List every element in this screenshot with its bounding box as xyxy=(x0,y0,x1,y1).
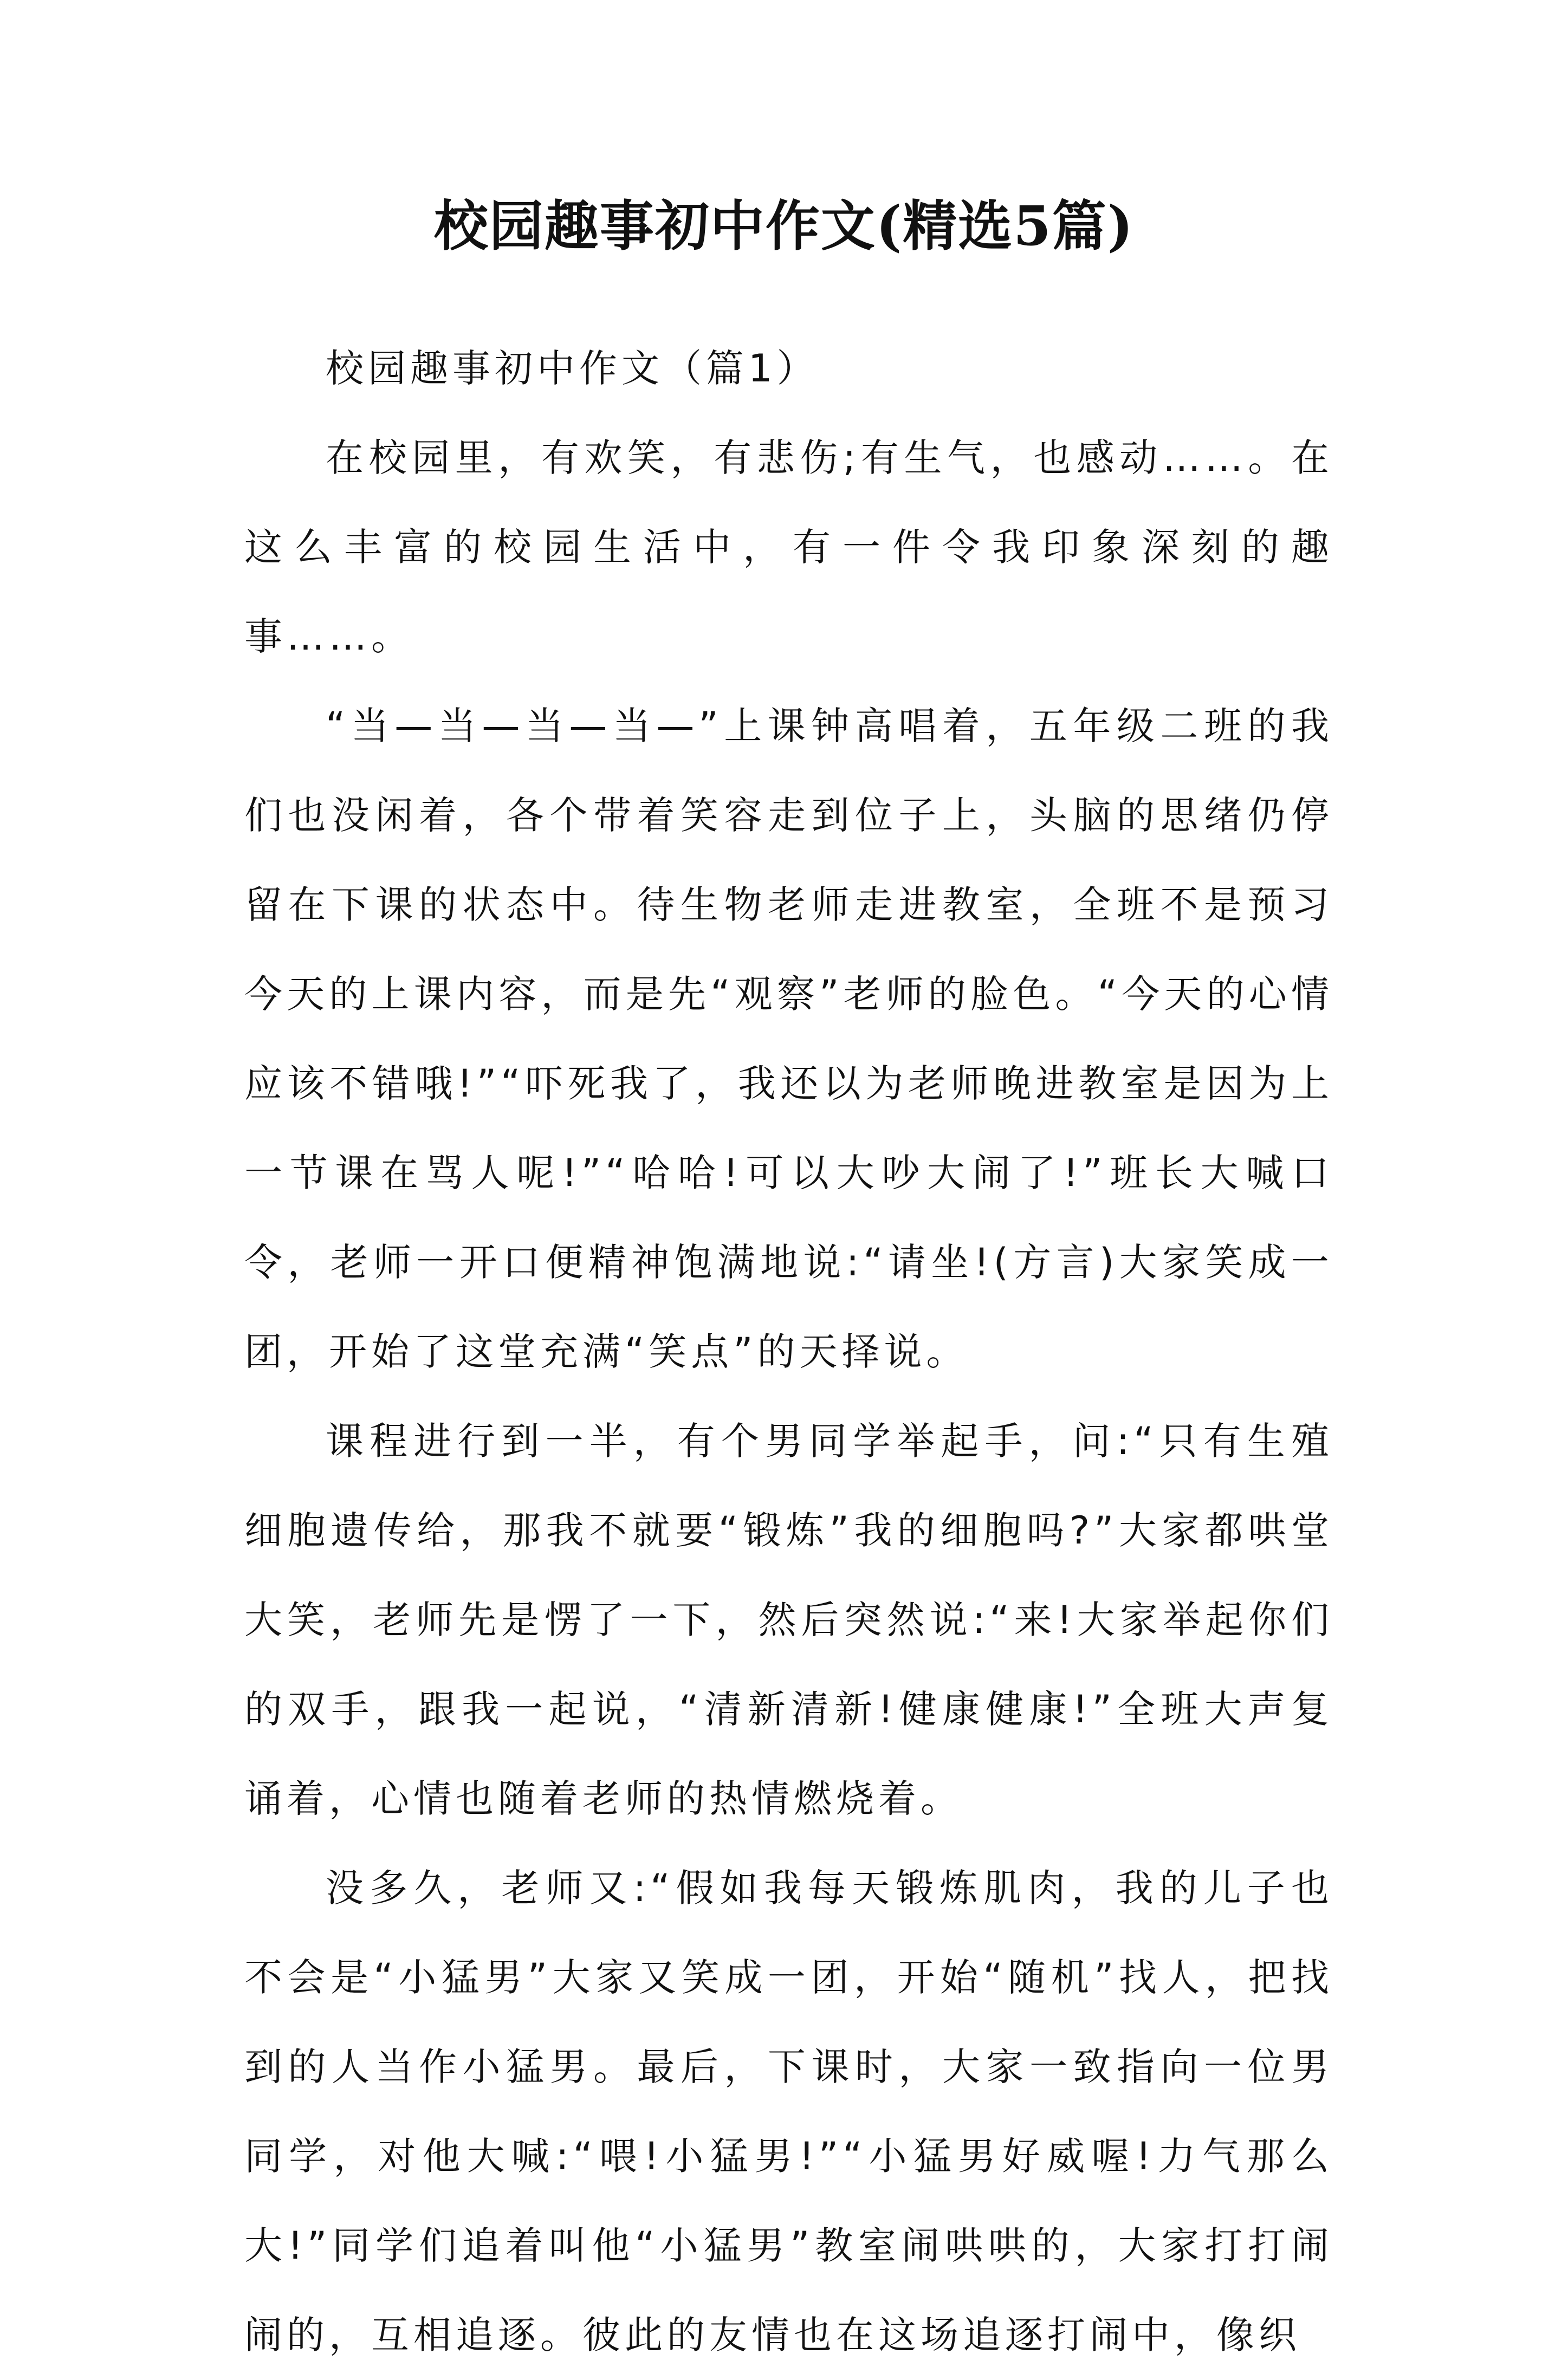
paragraph: 没多久，老师又:“假如我每天锻炼肌肉，我的儿子也不会是“小猛男”大家又笑成一团，开始“随机”找人，把找到的人当作小猛男。最后，下课时，大家一致指向一位男同学，对他大喊:“喂!小猛男!”“小猛男好威喔!力气那么大!”同学们追着叫他“小猛男”教室闹哄哄的，大家打打闹闹的，互相追逐。彼此的友情也在这场追逐打闹中，像织 xyxy=(244,1866,1333,2357)
document-title: 校园趣事初中作文(精选5篇) xyxy=(433,194,1135,258)
document-body xyxy=(244,324,1333,2380)
paragraph: 在校园里，有欢笑，有悲伤;有生气，也感动……。在这么丰富的校园生活中，有一件令我印象深刻的趣事……。 xyxy=(244,436,1333,659)
section-heading: 校园趣事初中作文（篇1） xyxy=(326,346,819,391)
paragraph: 课程进行到一半，有个男同学举起手，问:“只有生殖细胞遗传给，那我不就要“锻炼”我的细胞吗?”大家都哄堂大笑，老师先是愣了一下，然后突然说:“来!大家举起你们的双手，跟我一起说，“清新清新!健康健康!”全班大声复诵着，心情也随着老师的热情燃烧着。 xyxy=(244,1419,1333,1821)
paragraph: “当—当—当—当—”上课钟高唱着，五年级二班的我们也没闲着，各个带着笑容走到位子上，头脑的思绪仍停留在下课的状态中。待生物老师走进教室，全班不是预习今天的上课内容，而是先“观察”老师的脸色。“今天的心情应该不错哦!”“吓死我了，我还以为老师晚进教室是因为上一节课在骂人呢!”“哈哈!可以大吵大闹了!”班长大喊口令，老师一开口便精神饱满地说:“请坐!(方言)大家笑成一团，开始了这堂充满“笑点”的天择说。 xyxy=(244,704,1333,1374)
